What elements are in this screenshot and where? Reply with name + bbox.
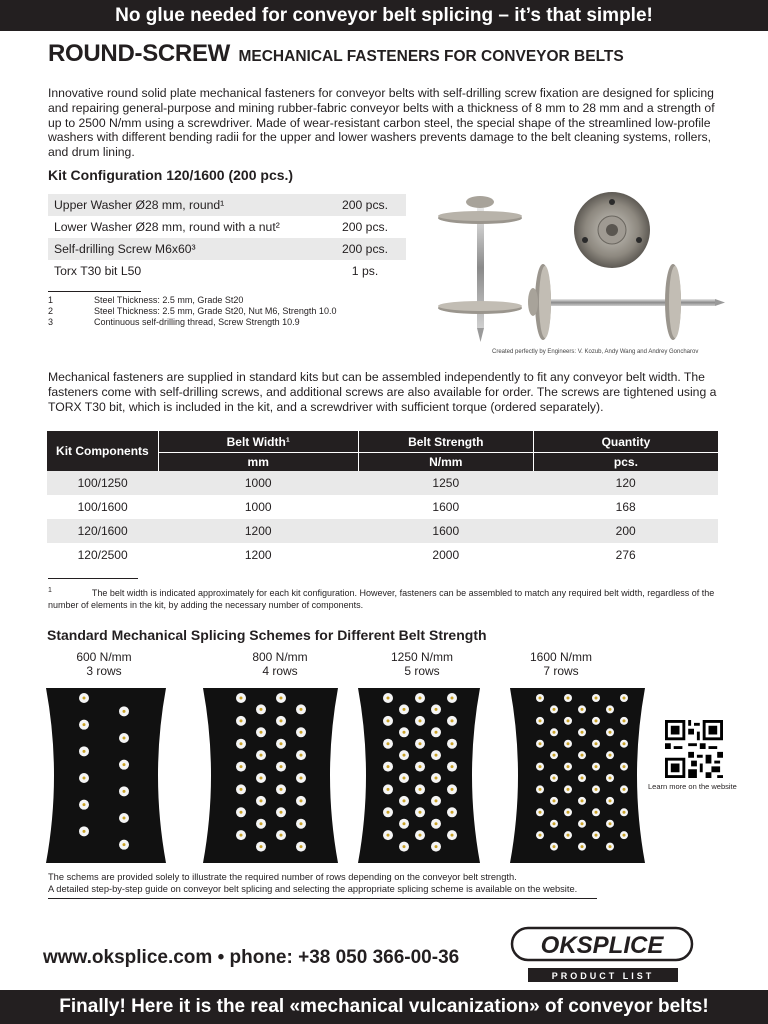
logo-subtext: PRODUCT LIST xyxy=(551,971,655,981)
cell: 100/1250 xyxy=(47,471,158,495)
fastener-screw xyxy=(435,822,438,825)
fastener-screw xyxy=(123,843,126,846)
title-main: ROUND-SCREW xyxy=(48,40,231,67)
fastener-screw xyxy=(260,799,263,802)
logo-text: OKSPLICE xyxy=(540,932,664,959)
fastener-screw xyxy=(260,845,263,848)
col-kit-components: Kit Components xyxy=(47,431,158,471)
fastener-screw xyxy=(240,697,243,700)
footnote xyxy=(48,295,336,306)
fastener-screw xyxy=(419,719,422,722)
fastener-screw xyxy=(123,710,126,713)
fastener-screw xyxy=(387,788,390,791)
fastener-screw xyxy=(553,731,556,734)
fastener-screw xyxy=(419,697,422,700)
fastener-screw xyxy=(451,742,454,745)
oksplice-logo xyxy=(510,926,695,984)
scheme-label xyxy=(511,650,611,678)
fastener-screw xyxy=(451,697,454,700)
kit-item-name: Torx T30 bit L50 xyxy=(54,264,142,278)
fastener-screw xyxy=(539,811,542,814)
fastener-screw xyxy=(387,742,390,745)
scheme-rows: 7 rows xyxy=(543,664,579,678)
footnote-number: 3 xyxy=(48,317,54,327)
fastener-screw xyxy=(609,754,612,757)
fastener-screw xyxy=(595,765,598,768)
kit-item-qty: 200 pcs. xyxy=(324,238,406,260)
footnote xyxy=(48,306,336,317)
fastener-screw xyxy=(83,777,86,780)
top-banner: No glue needed for conveyor belt splicing – it’s that simple! xyxy=(0,0,768,31)
fastener-screw xyxy=(581,731,584,734)
fastener-screw xyxy=(300,799,303,802)
qr-code-icon[interactable] xyxy=(664,720,724,778)
fastener-screw xyxy=(300,754,303,757)
fastener-screw xyxy=(419,765,422,768)
splice-scheme-600 xyxy=(46,688,166,863)
fastener-screw xyxy=(83,830,86,833)
fastener-screw xyxy=(623,811,626,814)
belt-shape xyxy=(46,688,166,863)
footnote-rule xyxy=(48,291,141,292)
col-belt-width: Belt Width¹ xyxy=(158,431,358,453)
kit-item-qty: 200 pcs. xyxy=(324,194,406,216)
photo-credit: Created perfectly by Engineers: V. Kozub, Andy Wang and Andrey Goncharov xyxy=(492,349,699,355)
fastener-screw xyxy=(419,834,422,837)
fastener-screw xyxy=(280,811,283,814)
fastener-screw xyxy=(609,777,612,780)
components-table xyxy=(47,431,718,567)
fastener-screw xyxy=(553,822,556,825)
kit-item-qty: 200 pcs. xyxy=(341,220,389,234)
footnote-mark: 1 xyxy=(48,587,52,594)
cell: 1200 xyxy=(244,548,272,562)
cell: 276 xyxy=(615,548,636,562)
fastener-screw xyxy=(260,708,263,711)
fastener-screw xyxy=(403,731,406,734)
cell: 1000 xyxy=(244,500,272,514)
fastener-screw xyxy=(280,742,283,745)
fastener-screw xyxy=(539,697,542,700)
fastener-screw xyxy=(567,765,570,768)
fastener-screw xyxy=(300,822,303,825)
unit-mm: mm xyxy=(158,453,358,472)
bottom-banner: Finally! Here it is the real «mechanical vulcanization» of conveyor belts! xyxy=(0,990,768,1024)
col-belt-strength: Belt Strength xyxy=(358,431,533,453)
fastener-screw xyxy=(435,777,438,780)
cell: 1600 xyxy=(432,500,460,514)
schemes-heading: Standard Mechanical Splicing Schemes for Different Belt Strength xyxy=(47,627,487,643)
fastener-screw xyxy=(539,742,542,745)
scheme-label xyxy=(372,650,472,678)
fastener-screw xyxy=(240,834,243,837)
fastener-screw xyxy=(387,765,390,768)
scheme-strength: 1600 N/mm xyxy=(529,650,593,664)
scheme-strength: 600 N/mm xyxy=(76,650,132,664)
fastener-screw xyxy=(280,765,283,768)
fastener-screw xyxy=(581,708,584,711)
kit-footnotes xyxy=(48,295,336,328)
fastener-screw xyxy=(83,697,86,700)
belt-shape xyxy=(203,688,338,863)
fastener-screw xyxy=(539,719,542,722)
fastener-screw xyxy=(609,731,612,734)
fastener-screw xyxy=(83,803,86,806)
fastener-screw xyxy=(623,719,626,722)
fastener-screw xyxy=(567,788,570,791)
fastener-screw xyxy=(451,834,454,837)
kit-row xyxy=(48,194,406,216)
fastener-screw xyxy=(280,697,283,700)
fastener-screw xyxy=(240,765,243,768)
fastener-screw xyxy=(595,788,598,791)
fastener-screw xyxy=(581,777,584,780)
fastener-screw xyxy=(83,750,86,753)
scheme-label xyxy=(54,650,154,678)
fastener-screw xyxy=(387,834,390,837)
fastener-screw xyxy=(387,697,390,700)
scheme-label xyxy=(230,650,330,678)
fastener-screw xyxy=(567,742,570,745)
fastener-screw xyxy=(595,719,598,722)
fastener-screw xyxy=(623,697,626,700)
table-row xyxy=(47,471,718,495)
fastener-screw xyxy=(260,731,263,734)
fastener-screw xyxy=(553,799,556,802)
fastener-screw xyxy=(609,708,612,711)
table-row xyxy=(47,519,718,543)
fastener-screw xyxy=(623,788,626,791)
cell: 1000 xyxy=(158,471,358,495)
schemes-note xyxy=(48,872,577,895)
col-quantity: Quantity xyxy=(533,431,718,453)
fastener-screw xyxy=(581,799,584,802)
scheme-rows: 3 rows xyxy=(86,664,122,678)
fastener-screw xyxy=(240,788,243,791)
fastener-screw xyxy=(280,834,283,837)
supply-paragraph: Mechanical fasteners are supplied in standard kits but can be assembled independently to fit any conveyor belt width. The fasteners come with self-drilling screws, and additional screws are also available for order. The screws are tightened using a TORX T30 bit, which is included in the kit, and a screwdriver with sufficient torque (ordered separately). xyxy=(48,370,717,414)
fastener-screw xyxy=(595,697,598,700)
table-row xyxy=(47,495,718,519)
cell: 2000 xyxy=(432,548,460,562)
fastener-screw xyxy=(260,777,263,780)
intro-paragraph: Innovative round solid plate mechanical fasteners for conveyor belts with self-drilling screw fixation are designed for splicing and repairing general-purpose and mining rubber-fabric conveyor belts with a thickness of 8 mm to 28 mm and a strength of up to 2500 N/mm using a screwdriver. Made of wear-resistant carbon steel, the special shape of the streamlined low-profile washers with different bending radii for the upper and lower washers prevents damage to the belt cleaning systems, rollers, and drum lining. xyxy=(48,86,715,160)
unit-nmm: N/mm xyxy=(358,453,533,472)
fastener-screw xyxy=(403,822,406,825)
cell: 168 xyxy=(615,500,636,514)
fastener-screw xyxy=(240,811,243,814)
fastener-screw xyxy=(123,763,126,766)
scheme-rows: 5 rows xyxy=(404,664,440,678)
fastener-screw xyxy=(403,754,406,757)
fastener-screw xyxy=(387,719,390,722)
footnote xyxy=(48,317,336,328)
page-title xyxy=(48,40,624,68)
fastener-screw xyxy=(240,719,243,722)
kit-row xyxy=(48,260,406,282)
fastener-screw xyxy=(300,777,303,780)
fastener-screw xyxy=(581,845,584,848)
fastener-screw xyxy=(419,811,422,814)
fastener-screw xyxy=(260,822,263,825)
fastener-screw xyxy=(581,822,584,825)
fastener-screw xyxy=(451,811,454,814)
cell: 1600 xyxy=(358,519,533,543)
fastener-screw xyxy=(403,777,406,780)
fastener-screw xyxy=(539,765,542,768)
fastener-screw xyxy=(123,737,126,740)
note-line: A detailed step-by-step guide on conveyor belt splicing and selecting the appropriate splicing scheme is available on the website. xyxy=(48,883,578,894)
fastener-screw xyxy=(435,708,438,711)
fastener-screw xyxy=(595,834,598,837)
kit-item-name: Self-drilling Screw M6x60³ xyxy=(48,238,324,260)
qr-label: Learn more on the website xyxy=(648,782,737,791)
unit-pcs: pcs. xyxy=(533,453,718,472)
fastener-screw xyxy=(553,777,556,780)
fastener-screw xyxy=(300,708,303,711)
scheme-strength: 1250 N/mm xyxy=(390,650,454,664)
fastener-screw xyxy=(435,845,438,848)
footnote-text: The belt width is indicated approximately for each kit configuration. However, fasteners can be assembled to match any required belt width, regardless of the number of elements in the kit, by adding the necessary number of components. xyxy=(48,588,715,610)
cell: 120/2500 xyxy=(77,548,128,562)
kit-row xyxy=(48,238,406,260)
note-line: The schems are provided solely to illustrate the required number of rows depending on the conveyor belt strength. xyxy=(48,872,517,882)
footnote-text: Steel Thickness: 2.5 mm, Grade St20 xyxy=(94,295,244,305)
cell: 1250 xyxy=(358,471,533,495)
contact-line[interactable]: www.oksplice.com • phone: +38 050 366-00-36 xyxy=(43,947,460,968)
fastener-screw xyxy=(609,845,612,848)
cell: 200 xyxy=(533,519,718,543)
fastener-screw xyxy=(567,719,570,722)
table-row xyxy=(47,543,718,567)
fastener-screw xyxy=(403,708,406,711)
fastener-screw xyxy=(300,731,303,734)
fastener-screw xyxy=(581,754,584,757)
kit-table xyxy=(48,194,406,282)
fastener-screw xyxy=(123,817,126,820)
footnote-text: Steel Thickness: 2.5 mm, Grade St20, Nut M6, Strength 10.0 xyxy=(94,306,337,316)
fastener-screw xyxy=(240,742,243,745)
fastener-screw xyxy=(435,731,438,734)
footnote-number: 2 xyxy=(48,306,54,316)
cell: 120 xyxy=(533,471,718,495)
fastener-screw xyxy=(280,788,283,791)
fastener-screw xyxy=(623,765,626,768)
fastener-screw xyxy=(83,723,86,726)
fastener-screw xyxy=(553,754,556,757)
fastener-screw xyxy=(567,697,570,700)
fastener-screw xyxy=(435,754,438,757)
footnote-text: Continuous self-drilling thread, Screw Strength 10.9 xyxy=(94,317,300,327)
fastener-screw xyxy=(403,845,406,848)
table-header-row xyxy=(47,431,718,453)
title-subtitle: MECHANICAL FASTENERS FOR CONVEYOR BELTS xyxy=(238,48,624,65)
fastener-screw xyxy=(623,834,626,837)
fastener-screw xyxy=(609,799,612,802)
fastener-photo xyxy=(425,188,735,348)
kit-item-qty: 1 ps. xyxy=(351,264,379,278)
cell: 1200 xyxy=(158,519,358,543)
cell: 120/1600 xyxy=(47,519,158,543)
kit-item-name: Lower Washer Ø28 mm, round with a nut² xyxy=(54,220,280,234)
fastener-screw xyxy=(403,799,406,802)
fastener-screw xyxy=(567,811,570,814)
fastener-screw xyxy=(553,845,556,848)
belt-width-footnote xyxy=(48,585,718,611)
fastener-screw xyxy=(623,742,626,745)
fastener-screw xyxy=(419,742,422,745)
fastener-screw xyxy=(123,790,126,793)
kit-row xyxy=(48,216,406,238)
fastener-screw xyxy=(595,811,598,814)
kit-item-name: Upper Washer Ø28 mm, round¹ xyxy=(48,194,324,216)
splice-scheme-1250 xyxy=(358,688,480,863)
fastener-screw xyxy=(567,834,570,837)
cell: 100/1600 xyxy=(77,500,128,514)
fastener-screw xyxy=(539,834,542,837)
note-rule xyxy=(48,898,597,899)
fastener-screw xyxy=(539,788,542,791)
fastener-screw xyxy=(300,845,303,848)
footnote-number: 1 xyxy=(48,295,54,305)
fastener-screw xyxy=(451,719,454,722)
fastener-screw xyxy=(609,822,612,825)
fastener-screw xyxy=(451,788,454,791)
fastener-screw xyxy=(419,788,422,791)
kit-heading: Kit Configuration 120/1600 (200 pcs.) xyxy=(48,167,294,183)
scheme-rows: 4 rows xyxy=(262,664,298,678)
fastener-screw xyxy=(280,719,283,722)
splice-scheme-800 xyxy=(203,688,338,863)
fastener-screw xyxy=(387,811,390,814)
footnote-rule xyxy=(48,578,138,579)
fastener-screw xyxy=(595,742,598,745)
fastener-screw xyxy=(553,708,556,711)
fastener-screw xyxy=(451,765,454,768)
scheme-strength: 800 N/mm xyxy=(252,650,308,664)
fastener-screw xyxy=(260,754,263,757)
splice-scheme-1600 xyxy=(510,688,645,863)
fastener-screw xyxy=(435,799,438,802)
